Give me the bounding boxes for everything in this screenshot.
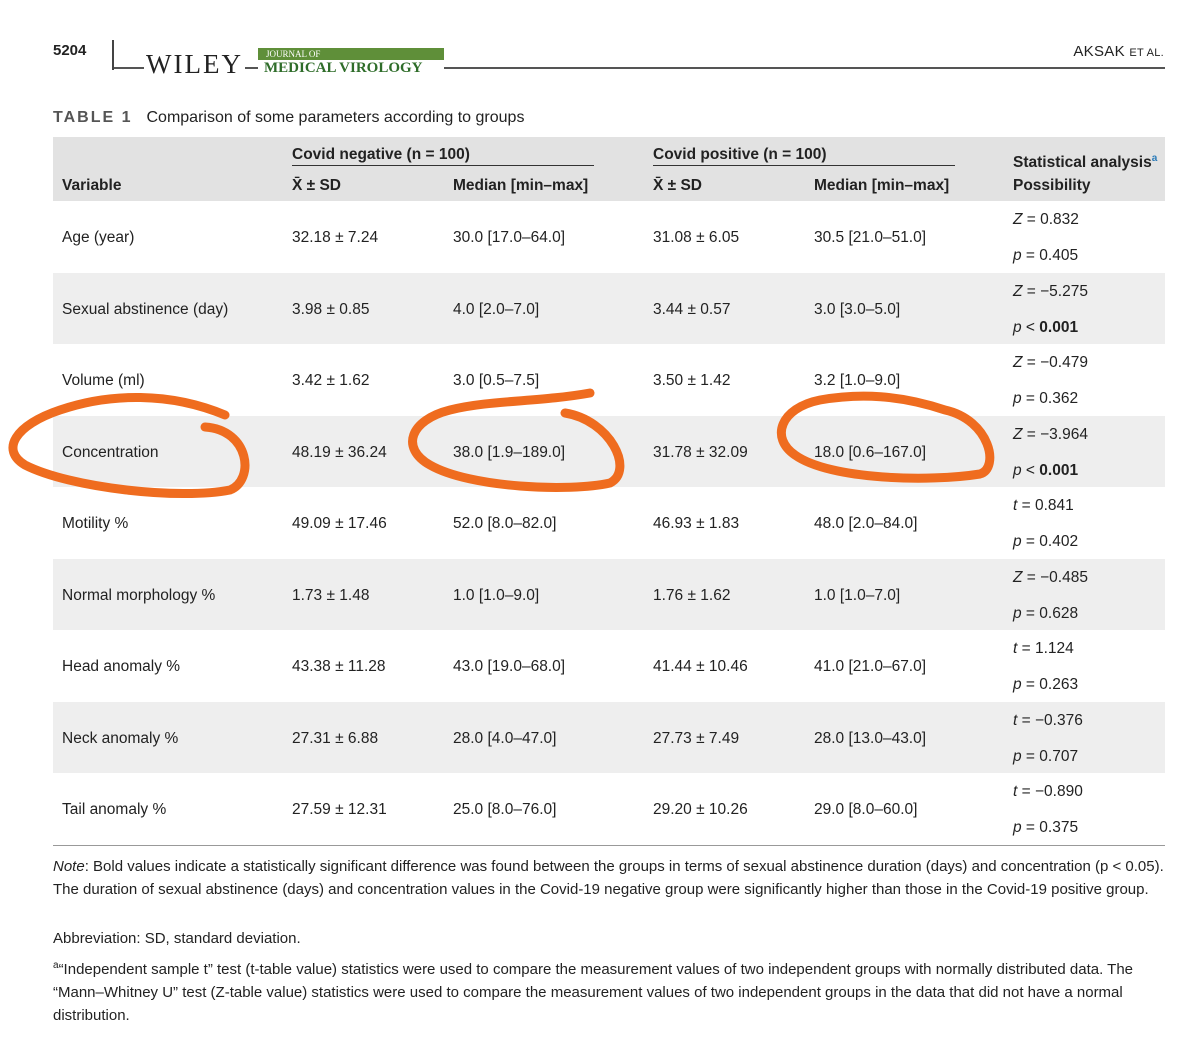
cell-pos-mean: 29.20 ± 10.26 bbox=[653, 801, 748, 818]
cell-pos-mean: 46.93 ± 1.83 bbox=[653, 515, 740, 532]
stat-value: = −3.964 bbox=[1022, 425, 1088, 443]
table-row bbox=[53, 416, 1165, 488]
journal-logo bbox=[258, 48, 444, 78]
table-note bbox=[53, 855, 1168, 901]
p-number: 0.001 bbox=[1039, 318, 1079, 336]
cell-neg-median: 30.0 [17.0–64.0] bbox=[453, 229, 566, 246]
table-row bbox=[53, 559, 1165, 631]
cell-p-value bbox=[1013, 247, 1078, 265]
cell-pos-median: 3.2 [1.0–9.0] bbox=[814, 372, 901, 389]
cell-neg-median: 1.0 [1.0–9.0] bbox=[453, 586, 540, 604]
p-number: 0.707 bbox=[1039, 747, 1079, 765]
stat-symbol: Z bbox=[1013, 568, 1023, 586]
stat-symbol: Z bbox=[1013, 211, 1023, 228]
page-number: 5204 bbox=[53, 42, 87, 59]
cell-variable: Neck anomaly % bbox=[62, 729, 179, 747]
cell-test-statistic bbox=[1013, 354, 1088, 372]
p-number: 0.375 bbox=[1039, 819, 1079, 836]
header-neg-median: Median [min–max] bbox=[453, 177, 589, 194]
cell-neg-median: 4.0 [2.0–7.0] bbox=[453, 300, 540, 318]
table-row bbox=[53, 273, 1165, 345]
table-row bbox=[53, 630, 1165, 702]
cell-neg-median: 28.0 [4.0–47.0] bbox=[453, 729, 557, 747]
p-number: 0.001 bbox=[1039, 461, 1079, 479]
cell-pos-median: 28.0 [13.0–43.0] bbox=[814, 729, 927, 747]
p-number: 0.402 bbox=[1039, 533, 1079, 550]
header-stat-title: Statistical analysis bbox=[1013, 154, 1152, 172]
p-relation: = bbox=[1021, 533, 1040, 550]
footnote-mark: a bbox=[53, 960, 59, 971]
footnote-text: “Independent sample t” test (t-table value) statistics were used to compare the measurement values of two independent groups with normally distributed data. The “Mann–Whitney U” test (Z-table value) statistics were used to compare the measurement values of two independent groups in the data that did not have a normal distribution. bbox=[53, 961, 1134, 1024]
p-symbol: p bbox=[1013, 747, 1022, 765]
cell-p-value bbox=[1013, 462, 1078, 480]
cell-neg-median: 43.0 [19.0–68.0] bbox=[453, 658, 566, 675]
cell-pos-median: 41.0 [21.0–67.0] bbox=[814, 658, 927, 675]
page-header bbox=[0, 0, 1200, 100]
cell-pos-median: 3.0 [3.0–5.0] bbox=[814, 300, 901, 318]
p-symbol: p bbox=[1013, 604, 1022, 622]
cell-neg-median: 25.0 [8.0–76.0] bbox=[453, 801, 557, 818]
stat-value: = −0.890 bbox=[1017, 783, 1083, 800]
stat-value: = 0.841 bbox=[1017, 497, 1074, 514]
p-relation: = bbox=[1021, 390, 1040, 407]
running-author bbox=[1073, 43, 1164, 60]
stat-symbol: Z bbox=[1013, 425, 1023, 443]
cell-neg-mean: 3.42 ± 1.62 bbox=[292, 372, 370, 389]
stat-value: = −5.275 bbox=[1022, 282, 1088, 300]
cell-p-value bbox=[1013, 819, 1078, 837]
header-stat-sub: Possibility bbox=[1013, 177, 1091, 194]
cell-test-statistic bbox=[1013, 640, 1074, 658]
cell-neg-mean: 1.73 ± 1.48 bbox=[292, 586, 370, 604]
journal-logo-top: JOURNAL OF bbox=[258, 48, 444, 60]
note-text: : Bold values indicate a statistically significant difference was found between the groups in terms of sexual abstinence duration (days) and concentration (p < 0.05). The duration of sexual abstinence (days) and concentration values in the Covid-19 negative group were significantly higher than those in the Covid-19 positive group. bbox=[53, 858, 1164, 898]
header-variable: Variable bbox=[62, 177, 122, 194]
stat-value: = −0.479 bbox=[1022, 354, 1088, 371]
cell-neg-mean: 48.19 ± 36.24 bbox=[292, 443, 387, 461]
p-symbol: p bbox=[1013, 318, 1022, 336]
cell-test-statistic bbox=[1013, 426, 1088, 444]
cell-pos-mean: 31.08 ± 6.05 bbox=[653, 229, 740, 246]
cell-pos-mean: 3.44 ± 0.57 bbox=[653, 300, 731, 318]
cell-neg-mean: 43.38 ± 11.28 bbox=[292, 658, 386, 675]
cell-neg-mean: 3.98 ± 0.85 bbox=[292, 300, 370, 318]
cell-neg-median: 38.0 [1.9–189.0] bbox=[453, 443, 566, 461]
table-title: Comparison of some parameters according to groups bbox=[146, 109, 525, 126]
cell-pos-mean: 3.50 ± 1.42 bbox=[653, 372, 731, 389]
stat-symbol: t bbox=[1013, 783, 1018, 800]
table-header bbox=[53, 137, 1165, 201]
p-symbol: p bbox=[1013, 676, 1022, 693]
stat-symbol: Z bbox=[1013, 354, 1023, 371]
cell-pos-mean: 31.78 ± 32.09 bbox=[653, 443, 748, 461]
cell-pos-median: 30.5 [21.0–51.0] bbox=[814, 229, 927, 246]
header-divider bbox=[112, 40, 114, 70]
stat-value: = −0.376 bbox=[1017, 711, 1083, 729]
p-number: 0.405 bbox=[1039, 247, 1079, 264]
cell-pos-median: 29.0 [8.0–60.0] bbox=[814, 801, 918, 818]
cell-variable: Head anomaly % bbox=[62, 658, 181, 675]
group-positive-rule bbox=[653, 165, 955, 166]
header-group-positive: Covid positive (n = 100) bbox=[653, 146, 827, 163]
cell-p-value bbox=[1013, 390, 1078, 408]
p-number: 0.362 bbox=[1039, 390, 1079, 407]
cell-pos-median: 48.0 [2.0–84.0] bbox=[814, 515, 918, 532]
p-symbol: p bbox=[1013, 533, 1022, 550]
p-relation: = bbox=[1021, 676, 1040, 693]
cell-test-statistic bbox=[1013, 712, 1083, 730]
cell-pos-mean: 27.73 ± 7.49 bbox=[653, 729, 740, 747]
stat-symbol: t bbox=[1013, 497, 1018, 514]
stat-value: = −0.485 bbox=[1022, 568, 1088, 586]
cell-test-statistic bbox=[1013, 283, 1088, 301]
p-relation: = bbox=[1021, 247, 1040, 264]
p-symbol: p bbox=[1013, 819, 1022, 836]
stat-symbol: Z bbox=[1013, 282, 1023, 300]
stat-symbol: t bbox=[1013, 640, 1018, 657]
p-number: 0.263 bbox=[1039, 676, 1079, 693]
cell-p-value bbox=[1013, 533, 1078, 551]
cell-neg-mean: 49.09 ± 17.46 bbox=[292, 515, 387, 532]
cell-neg-median: 3.0 [0.5–7.5] bbox=[453, 372, 540, 389]
cell-p-value bbox=[1013, 748, 1078, 766]
data-table bbox=[53, 137, 1165, 846]
cell-p-value bbox=[1013, 676, 1078, 694]
table-label: TABLE 1 bbox=[53, 109, 133, 126]
cell-pos-mean: 1.76 ± 1.62 bbox=[653, 586, 731, 604]
cell-test-statistic bbox=[1013, 497, 1074, 515]
cell-neg-mean: 27.31 ± 6.88 bbox=[292, 729, 379, 747]
note-label: Note bbox=[53, 858, 85, 875]
p-symbol: p bbox=[1013, 390, 1022, 407]
header-pos-median: Median [min–max] bbox=[814, 177, 950, 194]
table-row bbox=[53, 487, 1165, 559]
publisher-logo: WILEY bbox=[146, 49, 243, 79]
cell-variable: Sexual abstinence (day) bbox=[62, 300, 229, 318]
p-relation: = bbox=[1021, 604, 1040, 622]
header-group-negative: Covid negative (n = 100) bbox=[292, 146, 470, 163]
p-relation: = bbox=[1021, 819, 1040, 836]
table-row bbox=[53, 773, 1165, 845]
cell-p-value bbox=[1013, 319, 1078, 337]
cell-neg-mean: 32.18 ± 7.24 bbox=[292, 229, 379, 246]
cell-variable: Volume (ml) bbox=[62, 372, 145, 389]
table-bottom-rule bbox=[53, 845, 1165, 846]
p-number: 0.628 bbox=[1039, 604, 1079, 622]
header-neg-mean: X̄ ± SD bbox=[292, 177, 341, 194]
cell-variable: Normal morphology % bbox=[62, 586, 216, 604]
header-pos-mean: X̄ ± SD bbox=[653, 177, 702, 194]
p-symbol: p bbox=[1013, 247, 1022, 264]
table-body bbox=[53, 201, 1165, 845]
p-symbol: p bbox=[1013, 461, 1022, 479]
table-caption bbox=[53, 109, 524, 127]
p-relation: < bbox=[1021, 461, 1040, 479]
p-relation: < bbox=[1021, 318, 1040, 336]
cell-p-value bbox=[1013, 605, 1078, 623]
cell-variable: Tail anomaly % bbox=[62, 801, 167, 818]
author-name: AKSAK bbox=[1073, 43, 1125, 60]
cell-variable: Motility % bbox=[62, 515, 129, 532]
cell-pos-median: 1.0 [1.0–7.0] bbox=[814, 586, 901, 604]
header-stat-sup: a bbox=[1151, 153, 1158, 164]
cell-variable: Age (year) bbox=[62, 229, 135, 246]
stat-symbol: t bbox=[1013, 711, 1018, 729]
p-relation: = bbox=[1021, 747, 1040, 765]
cell-neg-mean: 27.59 ± 12.31 bbox=[292, 801, 387, 818]
group-negative-rule bbox=[292, 165, 594, 166]
cell-test-statistic bbox=[1013, 783, 1083, 801]
cell-pos-mean: 41.44 ± 10.46 bbox=[653, 658, 748, 675]
table-row bbox=[53, 201, 1165, 273]
cell-pos-median: 18.0 [0.6–167.0] bbox=[814, 443, 927, 461]
author-suffix: ET AL. bbox=[1129, 47, 1164, 59]
stat-value: = 1.124 bbox=[1017, 640, 1074, 657]
footnote bbox=[53, 954, 1168, 1027]
cell-test-statistic bbox=[1013, 569, 1088, 587]
header-stat bbox=[1013, 153, 1157, 172]
stat-value: = 0.832 bbox=[1022, 211, 1079, 228]
cell-variable: Concentration bbox=[62, 443, 159, 461]
cell-neg-median: 52.0 [8.0–82.0] bbox=[453, 515, 557, 532]
abbreviation-note: Abbreviation: SD, standard deviation. bbox=[53, 930, 301, 947]
journal-name: MEDICAL VIROLOGY bbox=[264, 60, 423, 76]
cell-test-statistic bbox=[1013, 211, 1079, 229]
table-row bbox=[53, 702, 1165, 774]
table-row bbox=[53, 344, 1165, 416]
